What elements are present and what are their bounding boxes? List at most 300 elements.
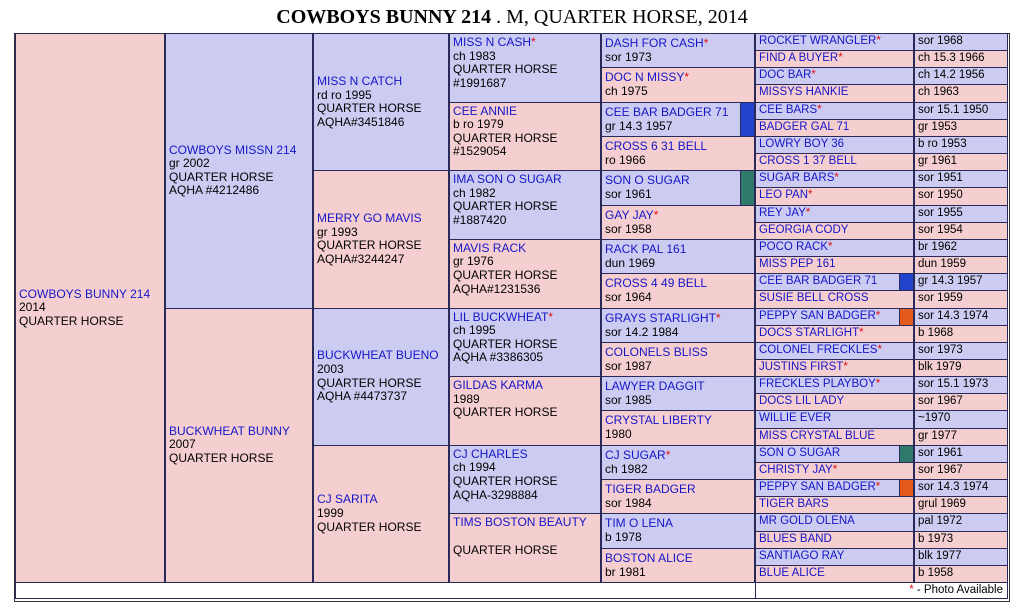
horse-name-line (605, 311, 751, 325)
horse-name-link[interactable]: PEPPY SAN BADGER (759, 309, 876, 322)
horse-info: sor 1950 (918, 189, 963, 202)
gen5-name-cell (755, 496, 914, 514)
photo-available-star: * (838, 52, 843, 65)
horse-name-link[interactable]: MISS N CASH (453, 35, 532, 49)
horse-info-l1: sor 1958 (605, 221, 652, 236)
horse-info-l1: ch 1975 (605, 84, 648, 99)
horse-name-link[interactable]: CEE BAR BADGER 71 (605, 104, 729, 119)
photo-available-star: * (877, 343, 882, 356)
gen5-name-cell (755, 325, 914, 343)
horse-info: sor 14.3 1974 (918, 481, 989, 494)
horse-name-link[interactable]: COWBOYS MISSN 214 (169, 142, 297, 157)
horse-name-link[interactable]: GILDAS KARMA (453, 378, 544, 393)
photo-available-star: * (875, 309, 881, 322)
gen5-info-cell (914, 548, 1008, 566)
gen5-info-cell (914, 376, 1008, 394)
footer-blank-cell (15, 582, 756, 599)
gen5-name-cell (755, 410, 914, 428)
horse-info: blk 1977 (918, 549, 962, 562)
gen5-name-cell (755, 33, 914, 51)
gen5-info-cell (914, 479, 1008, 497)
gen5-name-cell (755, 462, 914, 480)
horse-name-link[interactable]: CEE ANNIE (453, 103, 518, 118)
horse-info-l1: gr 2002 (169, 156, 210, 171)
photo-available-star: * (843, 360, 848, 373)
gen3-horse-cell (449, 102, 601, 172)
gen4-horse-cell (601, 170, 755, 205)
horse-info-l2: QUARTER HORSE (453, 336, 558, 351)
gen1-horse-cell (165, 33, 313, 309)
horse-info-l1: gr 14.3 1957 (605, 118, 673, 133)
color-swatch-icon (899, 446, 913, 462)
gen5-name-cell (755, 153, 914, 171)
horse-name-link[interactable]: SANTIAGO RAY (759, 549, 845, 562)
gen5-name-cell (755, 170, 914, 188)
horse-info-l1: sor 1987 (605, 358, 652, 373)
horse-name-link[interactable]: FRECKLES PLAYBOY (759, 378, 876, 391)
gen4-horse-cell (601, 205, 755, 240)
horse-info: sor 1967 (918, 395, 963, 408)
horse-name-link[interactable]: CEE BARS (759, 103, 818, 116)
horse-name-link[interactable]: LEO PAN (759, 189, 808, 202)
horse-name-line (605, 139, 751, 153)
horse-name-link[interactable]: BUCKWHEAT BUNNY (169, 423, 290, 438)
subject-horse-cell (15, 33, 165, 583)
gen4-horse-cell (601, 67, 755, 102)
horse-info: sor 15.1 1950 (918, 103, 989, 116)
horse-name-link[interactable]: LAWYER DAGGIT (605, 379, 705, 394)
horse-info-l2: QUARTER HORSE (453, 62, 558, 77)
horse-name-line (605, 379, 751, 393)
horse-info-l3: #1991687 (453, 75, 507, 90)
horse-info-l1: sor 1964 (605, 290, 652, 305)
horse-info: sor 1959 (918, 292, 963, 305)
gen3-horse-cell (449, 170, 601, 240)
horse-name-line (605, 413, 751, 427)
horse-name-link[interactable]: TIM O LENA (605, 516, 674, 531)
photo-available-star: * (665, 447, 671, 462)
gen5-info-cell (914, 496, 1008, 514)
horse-name-line (317, 493, 445, 507)
gen5-info-cell (914, 410, 1008, 428)
horse-name-link[interactable]: MISS PEP 161 (759, 258, 836, 271)
horse-name-line (317, 212, 445, 226)
horse-info-l3: AQHA#1231536 (453, 281, 541, 296)
horse-info: sor 14.3 1974 (918, 309, 989, 322)
horse-info-l3: #1887420 (453, 213, 507, 228)
gen4-horse-cell (601, 479, 755, 514)
horse-info-l1: ch 1982 (605, 461, 648, 476)
gen5-name-cell (755, 531, 914, 549)
gen5-info-cell (914, 256, 1008, 274)
gen5-info-cell (914, 170, 1008, 188)
horse-info-l2: QUARTER HORSE (317, 101, 422, 116)
horse-name-line (317, 349, 445, 363)
horse-info: sor 1968 (918, 35, 963, 47)
horse-name-link[interactable]: MERRY GO MAVIS (317, 211, 422, 226)
horse-info: sor 15.1 1973 (918, 378, 989, 391)
legend-label: - Photo Available (913, 584, 1003, 596)
horse-info-l2: QUARTER HORSE (453, 542, 558, 557)
horse-info: ch 15.3 1966 (918, 52, 985, 65)
gen4-horse-cell (601, 376, 755, 411)
gen5-name-cell (755, 50, 914, 68)
gen3-horse-cell (449, 445, 601, 515)
gen4-horse-cell (601, 308, 755, 343)
horse-info-l2: QUARTER HORSE (453, 473, 558, 488)
horse-name-link[interactable]: FIND A BUYER (759, 52, 839, 65)
gen5-info-cell (914, 102, 1008, 120)
horse-name-line (453, 173, 597, 187)
photo-available-star: * (653, 207, 659, 222)
horse-name-link[interactable]: MISSYS HANKIE (759, 86, 849, 99)
photo-available-star: * (828, 240, 833, 253)
horse-name-link[interactable]: CROSS 6 31 BELL (605, 138, 708, 153)
horse-name-link[interactable]: CJ CHARLES (453, 446, 528, 461)
gen5-info-cell (914, 513, 1008, 531)
horse-name-line (169, 144, 309, 158)
gen5-info-cell (914, 445, 1008, 463)
horse-name-link[interactable]: BOSTON ALICE (605, 550, 693, 565)
horse-name-line (453, 311, 597, 325)
horse-info-l1: 1999 (317, 506, 344, 521)
gen4-horse-cell (601, 410, 755, 445)
gen1-horse-cell (165, 308, 313, 584)
gen5-info-cell (914, 273, 1008, 291)
horse-name-link[interactable]: COWBOYS BUNNY 214 (19, 286, 151, 301)
gen5-name-cell (755, 273, 914, 291)
horse-name-line (605, 516, 751, 530)
horse-name-link[interactable]: GAY JAY (605, 207, 654, 222)
horse-name-line (605, 551, 751, 565)
horse-info: b 1958 (918, 566, 954, 579)
color-swatch-icon (740, 171, 754, 204)
color-swatch-icon (899, 480, 913, 496)
photo-available-star: * (548, 309, 554, 324)
horse-name-link[interactable]: POCO RACK (759, 240, 829, 253)
horse-name-line (605, 105, 751, 119)
horse-name-link[interactable]: MISS N CATCH (317, 73, 403, 88)
photo-available-star: * (875, 378, 881, 391)
photo-available-star: * (832, 463, 838, 476)
gen3-horse-cell (449, 239, 601, 309)
horse-name-line (605, 36, 751, 50)
horse-name-link[interactable]: MISS CRYSTAL BLUE (759, 429, 876, 442)
photo-available-star: * (859, 326, 864, 339)
horse-info: ch 1963 (918, 86, 959, 99)
photo-available-star: * (817, 103, 822, 116)
horse-info: br 1962 (918, 240, 958, 253)
horse-name-link[interactable]: RACK PAL 161 (605, 241, 687, 256)
horse-name-link[interactable]: DOC BAR (759, 69, 812, 82)
gen2-horse-cell (313, 33, 449, 171)
gen5-name-cell (755, 565, 914, 583)
legend-star: * (909, 584, 914, 596)
gen5-name-cell (755, 290, 914, 308)
horse-name-link[interactable]: TIMS BOSTON BEAUTY (453, 515, 587, 530)
horse-name-link[interactable]: COLONEL FRECKLES (759, 343, 878, 356)
page-title (0, 6, 1024, 29)
horse-name-line (605, 208, 751, 222)
photo-available-star: * (703, 36, 709, 50)
gen4-horse-cell (601, 342, 755, 377)
gen5-info-cell (914, 565, 1008, 583)
photo-available-star: * (808, 189, 813, 202)
horse-info: grul 1969 (918, 498, 966, 511)
horse-info-l2: QUARTER HORSE (317, 519, 422, 534)
gen5-name-cell (755, 445, 914, 463)
horse-name-link[interactable]: IMA SON O SUGAR (453, 172, 562, 187)
gen4-horse-cell (601, 513, 755, 548)
horse-name-link[interactable]: CJ SARITA (317, 492, 378, 507)
horse-info-l2: QUARTER HORSE (453, 130, 558, 145)
photo-available-star: * (531, 35, 536, 49)
horse-name-link[interactable]: DASH FOR CASH (605, 36, 704, 50)
horse-info-l2: QUARTER HORSE (317, 238, 422, 253)
horse-name-link[interactable]: CJ SUGAR (605, 447, 666, 462)
gen4-horse-cell (601, 273, 755, 308)
horse-name-line (453, 448, 597, 462)
horse-info-l2: QUARTER HORSE (169, 451, 274, 466)
horse-name-line (453, 379, 597, 393)
horse-info: pal 1972 (918, 515, 963, 528)
horse-info-l1: sor 1985 (605, 393, 652, 408)
gen5-name-cell (755, 479, 914, 497)
color-swatch-icon (740, 103, 754, 136)
gen3-horse-cell (449, 513, 601, 583)
horse-info: blk 1979 (918, 360, 962, 373)
horse-name-link[interactable]: BADGER GAL 71 (759, 120, 850, 133)
horse-name-link[interactable]: DOCS LIL LADY (759, 395, 845, 408)
gen5-name-cell (755, 342, 914, 360)
horse-name-link[interactable]: SON O SUGAR (605, 173, 690, 188)
gen4-horse-cell (601, 136, 755, 171)
gen3-horse-cell (449, 33, 601, 103)
gen3-horse-cell (449, 376, 601, 446)
horse-info-l2: QUARTER HORSE (453, 268, 558, 283)
photo-available-star: * (715, 310, 721, 325)
horse-info-l1: ch 1995 (453, 323, 496, 338)
gen5-info-cell (914, 187, 1008, 205)
horse-name-link[interactable]: BLUE ALICE (759, 566, 825, 579)
gen5-info-cell (914, 428, 1008, 446)
gen4-horse-cell (601, 445, 755, 480)
gen5-name-cell (755, 102, 914, 120)
horse-info: b 1973 (918, 532, 954, 545)
horse-name-link[interactable]: BLUES BAND (759, 532, 832, 545)
horse-name-link[interactable]: CEE BAR BADGER 71 (759, 275, 878, 288)
gen5-info-cell (914, 222, 1008, 240)
horse-name-link[interactable]: JUSTINS FIRST (759, 360, 844, 373)
gen5-info-cell (914, 239, 1008, 257)
horse-name-link[interactable]: LOWRY BOY 36 (759, 137, 845, 150)
gen2-horse-cell (313, 445, 449, 583)
horse-info: sor 1973 (918, 343, 963, 356)
horse-name-line (453, 105, 597, 119)
gen5-name-cell (755, 359, 914, 377)
horse-info-l1: 1980 (605, 427, 632, 442)
horse-name-line (19, 288, 161, 302)
horse-info-l3: AQHA #4473737 (317, 389, 408, 404)
horse-name-link[interactable]: GRAYS STARLIGHT (605, 310, 716, 325)
photo-available-star: * (684, 70, 690, 85)
horse-name-link[interactable]: TIGER BADGER (605, 482, 696, 497)
horse-info-l1: gr 1976 (453, 254, 494, 269)
horse-info-l1: b ro 1979 (453, 117, 504, 132)
horse-name-line (317, 75, 445, 89)
gen3-horse-cell (449, 308, 601, 378)
gen5-info-cell (914, 153, 1008, 171)
color-swatch-icon (899, 309, 913, 325)
photo-available-star: * (834, 172, 839, 185)
gen5-name-cell (755, 119, 914, 137)
photo-available-star: * (876, 35, 881, 47)
horse-info: gr 1977 (918, 429, 958, 442)
horse-name-link[interactable]: PEPPY SAN BADGER (759, 481, 876, 494)
horse-info-l1: gr 1993 (317, 224, 358, 239)
horse-name-link[interactable]: SUSIE BELL CROSS (759, 292, 869, 305)
horse-info-l1: ch 1982 (453, 185, 496, 200)
gen5-name-cell (755, 513, 914, 531)
horse-info-l1: ch 1983 (453, 48, 496, 63)
horse-info-l1: 1989 (453, 391, 480, 406)
gen5-info-cell (914, 342, 1008, 360)
horse-name-line (605, 448, 751, 462)
gen5-info-cell (914, 393, 1008, 411)
horse-name-line (605, 173, 751, 187)
horse-info: sor 1951 (918, 172, 963, 185)
gen4-horse-cell (601, 102, 755, 137)
gen5-name-cell (755, 376, 914, 394)
horse-name-link[interactable]: GEORGIA CODY (759, 223, 849, 236)
horse-info-l3: AQHA #4212486 (169, 183, 260, 198)
horse-info: b 1968 (918, 326, 954, 339)
horse-info-l1: sor 1961 (605, 187, 652, 202)
horse-info-l1 (453, 530, 597, 544)
gen5-info-cell (914, 84, 1008, 102)
horse-name-line (169, 425, 309, 439)
gen5-name-cell (755, 84, 914, 102)
horse-info: gr 1953 (918, 120, 958, 133)
gen5-info-cell (914, 136, 1008, 154)
gen5-info-cell (914, 119, 1008, 137)
horse-info-l2: QUARTER HORSE (453, 199, 558, 214)
photo-legend (755, 582, 1008, 599)
horse-name-link[interactable]: BUCKWHEAT BUENO (317, 348, 439, 363)
gen5-info-cell (914, 308, 1008, 326)
horse-name-link[interactable]: MR GOLD OLENA (759, 515, 855, 528)
horse-info-l1: sor 14.2 1984 (605, 324, 679, 339)
horse-name-link[interactable]: SUGAR BARS (759, 172, 835, 185)
horse-name-link[interactable]: LIL BUCKWHEAT (453, 309, 549, 324)
horse-name-line (453, 516, 597, 530)
horse-name-link[interactable]: DOC N MISSY (605, 70, 685, 85)
horse-name-link[interactable]: ROCKET WRANGLER (759, 35, 877, 47)
gen5-name-cell (755, 239, 914, 257)
horse-name-link[interactable]: CHRISTY JAY (759, 463, 833, 476)
gen5-name-cell (755, 308, 914, 326)
horse-name-line (453, 242, 597, 256)
horse-info-l1: ro 1966 (605, 152, 646, 167)
gen5-name-cell (755, 428, 914, 446)
horse-name-link[interactable]: TIGER BARS (759, 498, 829, 511)
horse-info-l2: QUARTER HORSE (19, 313, 124, 328)
title-details: . M, QUARTER HORSE, 2014 (491, 6, 748, 28)
title-horse-name: COWBOYS BUNNY 214 (276, 6, 492, 28)
gen5-name-cell (755, 136, 914, 154)
horse-name-line (605, 242, 751, 256)
gen5-info-cell (914, 33, 1008, 51)
gen5-name-cell (755, 187, 914, 205)
horse-info-l1: b 1978 (605, 530, 642, 545)
photo-available-star: * (811, 69, 816, 82)
gen5-info-cell (914, 205, 1008, 223)
gen5-info-cell (914, 462, 1008, 480)
horse-name-line (605, 345, 751, 359)
horse-info: sor 1955 (918, 206, 963, 219)
horse-info-l1: 2014 (19, 300, 46, 315)
horse-info-l2: QUARTER HORSE (453, 405, 558, 420)
gen5-name-cell (755, 67, 914, 85)
horse-name-line (605, 482, 751, 496)
gen5-info-cell (914, 359, 1008, 377)
horse-info: b ro 1953 (918, 137, 967, 150)
horse-name-line (605, 276, 751, 290)
horse-info-l3: AQHA#3244247 (317, 251, 405, 266)
gen5-name-cell (755, 393, 914, 411)
horse-info-l3: AQHA #3386305 (453, 350, 544, 365)
horse-name-link[interactable]: CRYSTAL LIBERTY (605, 413, 712, 428)
horse-name-link[interactable]: CROSS 4 49 BELL (605, 276, 708, 291)
horse-info-l1: 2007 (169, 437, 196, 452)
gen2-horse-cell (313, 308, 449, 446)
horse-name-line (605, 70, 751, 84)
photo-available-star: * (875, 481, 881, 494)
horse-info-l2: QUARTER HORSE (169, 169, 274, 184)
horse-name-link[interactable]: DOCS STARLIGHT (759, 326, 860, 339)
color-swatch-icon (899, 274, 913, 290)
horse-info: sor 1967 (918, 463, 963, 476)
gen5-info-cell (914, 290, 1008, 308)
gen5-name-cell (755, 205, 914, 223)
horse-name-line (453, 36, 597, 50)
horse-info: sor 1954 (918, 223, 963, 236)
horse-name-link[interactable]: CROSS 1 37 BELL (759, 155, 857, 168)
photo-available-star: * (805, 206, 811, 219)
horse-info-l1: br 1981 (605, 564, 646, 579)
horse-name-link[interactable]: COLONELS BLISS (605, 344, 708, 359)
horse-info-l2: QUARTER HORSE (317, 375, 422, 390)
gen5-info-cell (914, 50, 1008, 68)
horse-info-l1: rd ro 1995 (317, 87, 372, 102)
gen5-info-cell (914, 325, 1008, 343)
gen4-horse-cell (601, 548, 755, 583)
horse-info-l1: sor 1984 (605, 496, 652, 511)
gen5-info-cell (914, 531, 1008, 549)
gen4-horse-cell (601, 239, 755, 274)
gen5-name-cell (755, 222, 914, 240)
gen5-name-cell (755, 256, 914, 274)
horse-name-link[interactable]: REY JAY (759, 206, 806, 219)
horse-name-link[interactable]: MAVIS RACK (453, 240, 527, 255)
horse-name-link[interactable]: WILLIE EVER (759, 412, 832, 425)
horse-info: gr 14.3 1957 (918, 275, 983, 288)
horse-info-l3: AQHA-3298884 (453, 487, 538, 502)
horse-name-link[interactable]: SON O SUGAR (759, 446, 841, 459)
horse-info-l1: dun 1969 (605, 255, 656, 270)
horse-info-l1: ch 1994 (453, 460, 496, 475)
horse-info-l1: sor 1973 (605, 50, 652, 64)
